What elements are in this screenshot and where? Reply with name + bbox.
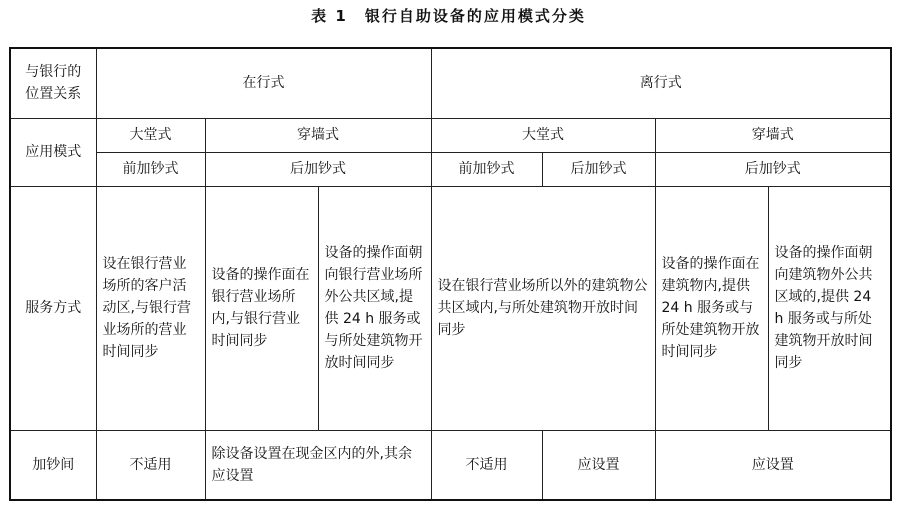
cash-room-off-lobby-back: 应设置 (542, 430, 655, 500)
cash-room-off-lobby-front: 不适用 (431, 430, 542, 500)
cash-room-in-lobby: 不适用 (96, 430, 205, 500)
cell-off-wall: 穿墙式 (655, 118, 891, 152)
cell-in-front-cash: 前加钞式 (96, 152, 205, 186)
cell-in-lobby: 大堂式 (96, 118, 205, 152)
classification-table (9, 47, 892, 501)
service-off-lobby: 设在银行营业场所以外的建筑物公共区域内,与所处建筑物开放时间同步 (431, 186, 655, 430)
cash-room-in-wall: 除设备设置在现金区内的外,其余应设置 (205, 430, 431, 500)
row-label-line: 与银行的 (25, 64, 82, 81)
table-row (10, 152, 891, 186)
header-off-bank: 离行式 (431, 48, 891, 118)
table-row (10, 186, 891, 430)
cash-room-off-wall: 应设置 (655, 430, 891, 500)
header-in-bank: 在行式 (96, 48, 431, 118)
cell-in-back-cash: 后加钞式 (205, 152, 431, 186)
row-header-position (10, 48, 96, 118)
service-off-wall-outside: 设备的操作面朝向建筑物外公共区域的,提供 24 h 服务或与所处建筑物开放时间同步 (768, 186, 891, 430)
service-off-wall-inside: 设备的操作面在建筑物内,提供 24 h 服务或与所处建筑物开放时间同步 (655, 186, 768, 430)
service-in-lobby: 设在银行营业场所的客户活动区,与银行营业场所的营业时间同步 (96, 186, 205, 430)
table-row (10, 118, 891, 152)
cell-in-wall: 穿墙式 (205, 118, 431, 152)
row-header-service: 服务方式 (10, 186, 96, 430)
cell-off-wall-back-cash: 后加钞式 (655, 152, 891, 186)
cell-off-back-cash: 后加钞式 (542, 152, 655, 186)
service-in-wall-outside: 设备的操作面朝向银行营业场所外公共区域,提供 24 h 服务或与所处建筑物开放时间同步 (318, 186, 431, 430)
cell-off-lobby: 大堂式 (431, 118, 655, 152)
table-title: 表 1 银行自助设备的应用模式分类 (311, 7, 586, 25)
cell-off-front-cash: 前加钞式 (431, 152, 542, 186)
row-header-cash-room: 加钞间 (10, 430, 96, 500)
table-row (10, 430, 891, 500)
table-row (10, 48, 891, 118)
service-in-wall-inside: 设备的操作面在银行营业场所内,与银行营业时间同步 (205, 186, 318, 430)
row-header-mode: 应用模式 (10, 118, 96, 186)
row-label-line: 位置关系 (25, 86, 82, 103)
